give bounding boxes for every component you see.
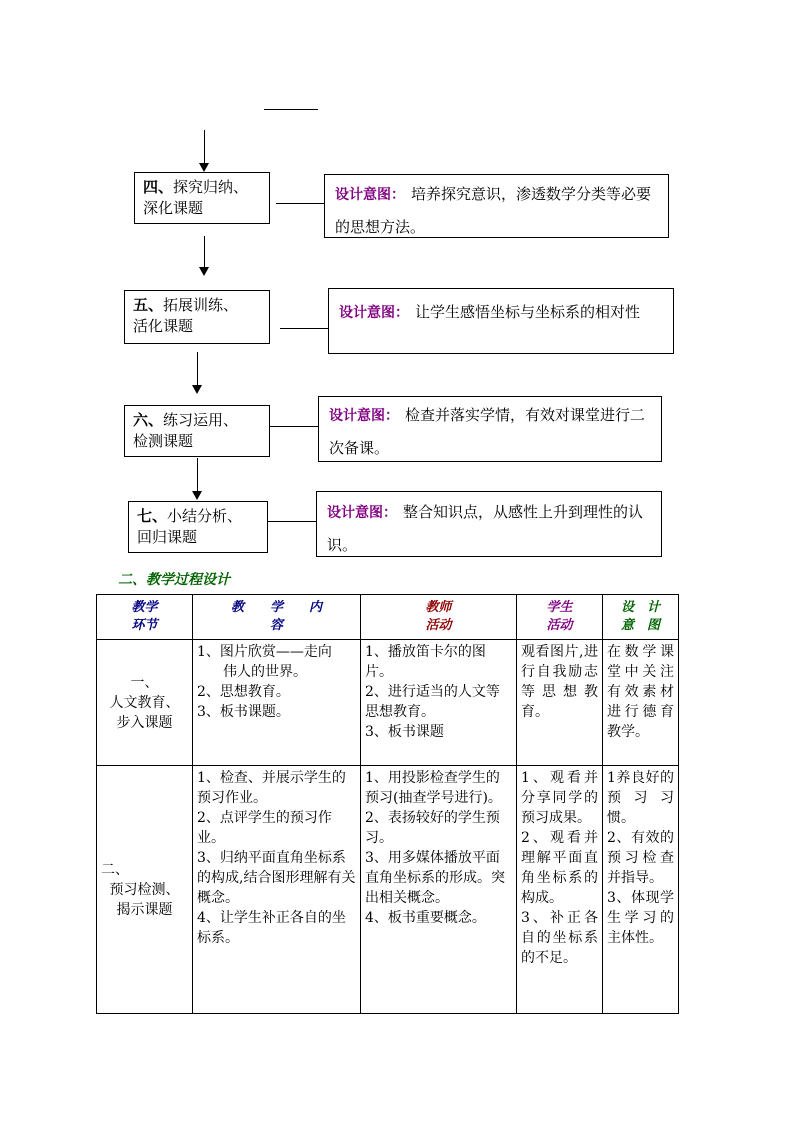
intent-box-4 [324,174,669,238]
intent-text: 培养探究意识，渗透数学分类等必要的思想方法。 [335,185,652,236]
stage-text: 练习运用、 [163,411,239,429]
row-student-activity: 观看图片,进行自我励志等思想教育。 [517,640,603,766]
connector-line [280,328,328,329]
stage-number: 四、 [143,178,174,196]
connector-line [268,521,316,522]
table-row [97,640,679,766]
flow-arrowhead [192,491,202,500]
connector-line [270,426,318,427]
stage-text: 深化课题 [143,199,204,217]
row-student-activity: 1、观看并分享同学的预习成果。 2、观看并理解平面直角坐标系的构成。 3、补正各自的坐标系的不足。 [517,766,603,1014]
intent-text: 让学生感悟坐标与坐标系的相对性 [415,303,641,321]
flow-arrow-line [197,352,198,386]
flow-arrow-line [204,236,205,268]
teaching-process-table [96,594,679,1014]
stage-text: 小结分析、 [167,507,243,525]
table-row [97,766,679,1014]
stage-number: 六、 [133,411,164,429]
table-header-row [97,595,679,640]
flow-arrowhead [199,267,209,276]
header-content: 教 学 内 容 [193,595,361,640]
header-teacher: 教师 活动 [361,595,517,640]
row-design-intent: 1养良好的预习习惯。 2、有效的预习检查并指导。 3、体现学生学习的主体性。 [603,766,679,1014]
header-stage: 教学 环节 [97,595,193,640]
header-student: 学生 活动 [517,595,603,640]
stage-text: 活化课题 [133,317,194,335]
stage-number: 七、 [137,507,168,525]
row-stage: 一、 人文教育、 步入课题 [97,640,193,766]
intent-box-5 [328,288,674,354]
stage-box-6 [124,405,270,457]
stage-text: 回归课题 [137,528,198,546]
flow-arrowhead [199,163,209,172]
intent-label: 设计意图： [335,187,405,203]
intent-label: 设计意图： [329,408,399,424]
stage-text: 拓展训练、 [163,296,239,314]
intent-box-6 [318,396,662,462]
row-teacher-activity: 1、用投影检查学生的预习(抽查学号进行)。 2、表扬较好的学生预习。 3、用多媒体播放平面直角坐标系的形成。突出相关概念。 4、板书重要概念。 [361,766,517,1014]
connector-line [276,203,324,204]
intent-text: 整合知识点，从感性上升到理性的认识。 [327,503,644,554]
flow-arrow-line [204,130,205,164]
flow-arrow-line [197,458,198,492]
intent-text: 检查并落实学情，有效对课堂进行二次备课。 [329,406,646,457]
stage-box-5 [124,290,270,344]
stage-number: 五、 [133,296,164,314]
stage-box-4 [134,172,270,224]
flow-arrowhead [192,385,202,394]
stage-box-7 [128,501,268,553]
top-rule [264,109,318,110]
intent-label: 设计意图： [327,505,397,521]
row-teacher-activity: 1、播放笛卡尔的图片。 2、进行适当的人文等思想教育。 3、板书课题 [361,640,517,766]
stage-text: 探究归纳、 [173,178,249,196]
row-content: 1、检查、并展示学生的预习作业。 2、点评学生的预习作业。 3、归纳平面直角坐标系的构成,结合图形理解有关概念。 4、让学生补正各自的坐标系。 [193,766,361,1014]
intent-box-7 [316,491,662,557]
section-title: 二、教学过程设计 [118,572,230,588]
row-stage: 二、 预习检测、 揭示课题 [97,766,193,1014]
stage-text: 检测课题 [133,432,194,450]
row-content: 1、图片欣赏——走向 伟人的世界。 2、思想教育。 3、板书课题。 [193,640,361,766]
row-design-intent: 在数学课堂中关注有效素材进行德育教学。 [603,640,679,766]
intent-label: 设计意图： [339,305,409,321]
header-design: 设 计 意 图 [603,595,679,640]
